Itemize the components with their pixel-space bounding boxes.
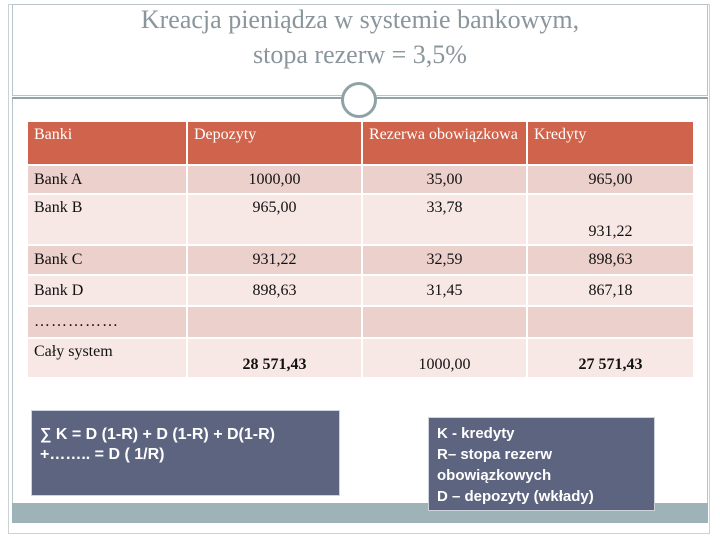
- table-row: [27, 338, 694, 378]
- table-row: [27, 165, 694, 194]
- credit-value: [527, 306, 694, 338]
- table-row: [27, 245, 694, 275]
- credit-value: 867,18: [527, 275, 694, 306]
- formula-line-2: +…….. = D ( 1/R): [40, 446, 165, 463]
- money-creation-table: [26, 120, 695, 379]
- deposit-total: 28 571,43: [187, 338, 362, 378]
- credit-value: 931,22: [527, 194, 694, 245]
- header-banks: Banki: [27, 121, 187, 165]
- legend-box: [428, 417, 655, 511]
- reserve-value: 33,78: [362, 194, 527, 245]
- slide-title: [0, 2, 720, 72]
- ellipsis-cell: ……………: [27, 306, 187, 338]
- bank-name: Bank B: [27, 194, 187, 245]
- bank-name: Cały system: [27, 338, 187, 378]
- header-deposits: Depozyty: [187, 121, 362, 165]
- frame-right-line: [707, 99, 708, 503]
- title-line-2: stopa rezerw = 3,5%: [253, 40, 467, 69]
- table-header-row: [27, 121, 694, 165]
- deposit-value: 931,22: [187, 245, 362, 275]
- formula-box: [31, 410, 340, 496]
- reserve-total: 1000,00: [362, 338, 527, 378]
- reserve-value: 35,00: [362, 165, 527, 194]
- reserve-value: 32,59: [362, 245, 527, 275]
- legend-k: K - kredyty: [437, 425, 515, 442]
- bank-name: Bank C: [27, 245, 187, 275]
- legend-d: D – depozyty (wkłady): [437, 488, 594, 505]
- frame-left-line: [12, 99, 13, 503]
- deposit-value: 965,00: [187, 194, 362, 245]
- credit-value: 965,00: [527, 165, 694, 194]
- formula-line-1: ∑ K = D (1-R) + D (1-R) + D(1-R): [40, 426, 275, 443]
- reserve-value: 31,45: [362, 275, 527, 306]
- title-line-1: Kreacja pieniądza w systemie bankowym,: [140, 5, 580, 34]
- credit-total: 27 571,43: [527, 338, 694, 378]
- legend-r-line-1: R– stopa rezerw: [437, 446, 553, 463]
- deposit-value: [187, 306, 362, 338]
- table-row: [27, 194, 694, 245]
- deposit-value: 898,63: [187, 275, 362, 306]
- reserve-value: [362, 306, 527, 338]
- header-reserve: Rezerwa obowiązkowa: [362, 121, 527, 165]
- table-row: [27, 275, 694, 306]
- circle-ornament-icon: [341, 82, 377, 118]
- deposit-value: 1000,00: [187, 165, 362, 194]
- bank-name: Bank A: [27, 165, 187, 194]
- bank-name: Bank D: [27, 275, 187, 306]
- table-row: [27, 306, 694, 338]
- legend-r-line-2: obowiązkowych: [437, 467, 552, 484]
- header-credits: Kredyty: [527, 121, 694, 165]
- credit-value: 898,63: [527, 245, 694, 275]
